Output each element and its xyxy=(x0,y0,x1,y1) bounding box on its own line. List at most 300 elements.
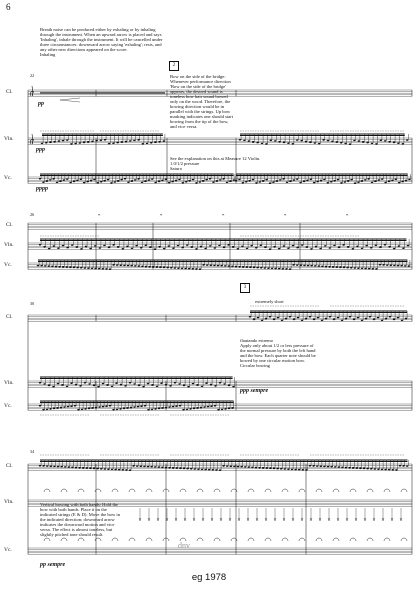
cello-2-notehead xyxy=(256,267,259,269)
instrument-label-cello-2: Vc. xyxy=(4,262,12,268)
cello-2-notehead xyxy=(91,267,94,269)
violin-1b-notehead xyxy=(305,141,308,143)
cello-3-notehead xyxy=(203,406,206,408)
cello-2-notehead xyxy=(332,266,335,268)
clarinet-4-notehead xyxy=(150,466,153,468)
clarinet-3-notehead xyxy=(345,318,348,320)
circular-bow-mark xyxy=(367,489,373,492)
cello-1-notehead xyxy=(100,181,103,183)
cello-1b-notehead xyxy=(259,181,262,183)
cello-2-notehead xyxy=(80,267,83,269)
cello-1b-notehead xyxy=(330,181,333,183)
cello-1-notehead xyxy=(117,180,120,182)
cello-3-notehead xyxy=(67,406,70,408)
violin-1-notehead xyxy=(116,142,119,144)
clarinet-4-notehead xyxy=(374,468,377,470)
violin-1-notehead xyxy=(62,140,65,142)
violin-2-notehead xyxy=(324,245,327,247)
clarinet-4-notehead xyxy=(165,467,168,469)
clarinet-4-notehead xyxy=(82,467,85,469)
violin-1-notehead xyxy=(79,142,82,144)
cello-2-notehead xyxy=(51,265,54,267)
cello-1-notehead xyxy=(192,179,195,181)
cello-1b-notehead xyxy=(272,181,275,183)
cello-1b-notehead xyxy=(316,181,319,183)
clarinet-3-notehead xyxy=(261,319,264,321)
violin-2-notehead xyxy=(163,248,166,250)
violin-1-notehead xyxy=(100,139,103,141)
cello-1-notehead xyxy=(76,179,79,181)
violin-3-notehead xyxy=(75,384,78,386)
violin-2-notehead xyxy=(122,248,125,250)
cello-1b-notehead xyxy=(381,178,384,180)
instrument-label-clarinet-3: Cl. xyxy=(6,314,13,320)
cello-2-notehead xyxy=(404,265,407,267)
violin-2-notehead xyxy=(227,244,230,246)
clarinet-4-notehead xyxy=(114,469,117,471)
clarinet-4-notehead xyxy=(305,469,308,471)
cello-3-notehead xyxy=(109,405,112,407)
cello-2-notehead xyxy=(192,268,195,270)
watermark: dnv xyxy=(178,541,190,550)
violin-1b-notehead xyxy=(278,141,281,143)
violin-3-notehead xyxy=(115,382,118,384)
cello-1-notehead xyxy=(161,179,164,181)
violin-1b-notehead xyxy=(358,140,361,142)
clarinet-4-notehead xyxy=(129,469,132,471)
clarinet-4-notehead xyxy=(226,465,229,467)
circular-bow-mark xyxy=(384,538,390,541)
cello-1b-notehead xyxy=(344,181,347,183)
violin-2-notehead xyxy=(365,245,368,247)
vertical-bowing-note: Vertical bowing with both hands: Hold the bow with both hands. Place it on the indicated strings (E & D). Move the bow in the indicated direction; downward arrow indicates the downward motion and vice versa. The effect is almost toneless, but slightly pitched tone should result. xyxy=(40,502,120,537)
cello-3-notehead xyxy=(105,405,108,407)
dynamic-cello-1: pppp xyxy=(36,186,48,192)
violin-2-notehead xyxy=(214,247,217,249)
violin-3-notehead xyxy=(142,386,145,388)
violin-3-notehead xyxy=(106,384,109,386)
cello-2-notehead xyxy=(310,265,313,267)
cello-2-notehead xyxy=(58,266,61,268)
cello-2-notehead xyxy=(188,268,191,270)
bow-bridge-note: Bow on the side of the bridge: Whenever performance direction 'Bow on the side of the bridge' appears, the desired sound is toneless bow hair sound bowed only on the wood. Therefore, the bowing direction would be in parallel with the strings. Up bow marking indicates one should start bowing from the tip of the bow, and vice versa. xyxy=(170,74,234,129)
cello-2-notehead xyxy=(231,265,234,267)
cello-1-notehead xyxy=(158,181,161,183)
circular-bow-mark xyxy=(129,538,135,541)
clarinet-3-notehead xyxy=(405,318,408,320)
clarinet-4-notehead xyxy=(255,467,258,469)
clarinet-4-notehead xyxy=(222,465,225,467)
cello-1-notehead xyxy=(165,178,168,180)
violin-3-notehead xyxy=(147,383,150,385)
cello-1b-notehead xyxy=(333,180,336,182)
violin-2-notehead xyxy=(186,244,189,246)
violin-1b-notehead xyxy=(393,142,396,144)
clarinet-4-notehead xyxy=(316,465,319,467)
cello-2-notehead xyxy=(195,268,198,270)
cello-2-notehead xyxy=(267,267,270,269)
clarinet-4-notehead xyxy=(39,465,42,467)
cello-3-notehead xyxy=(95,407,98,409)
cello-2-notehead xyxy=(105,268,108,270)
violin-1-notehead xyxy=(137,139,140,141)
circular-bow-mark xyxy=(61,489,67,492)
cello-3-notehead xyxy=(46,408,49,410)
violin-3-notehead xyxy=(48,385,51,387)
cello-1-notehead xyxy=(137,178,140,180)
cello-2-notehead xyxy=(44,265,47,267)
clarinet-4-notehead xyxy=(118,469,121,471)
clarinet-4-notehead xyxy=(172,467,175,469)
violin-2-notehead xyxy=(39,244,42,246)
violin-3-notehead xyxy=(61,384,64,386)
circular-bow-mark xyxy=(401,489,407,492)
violin-1b-notehead xyxy=(349,143,352,145)
violin-3-notehead xyxy=(156,385,159,387)
clarinet-4-notehead xyxy=(125,469,128,471)
cello-2-notehead xyxy=(138,265,141,267)
clarinet-4-notehead xyxy=(258,467,261,469)
cello-3-notehead xyxy=(179,405,182,407)
violin-1-notehead xyxy=(112,142,115,144)
cello-2-notehead xyxy=(264,267,267,269)
violin-1-notehead xyxy=(87,141,90,143)
violin-3-notehead xyxy=(93,385,96,387)
cello-2-notehead xyxy=(321,265,324,267)
circular-bow-mark xyxy=(350,489,356,492)
cello-1b-notehead xyxy=(276,180,279,182)
cello-3-notehead xyxy=(60,407,63,409)
cello-2-notehead xyxy=(109,268,112,270)
fermata-mark: 𝄐 xyxy=(284,212,287,217)
cello-2-notehead xyxy=(242,266,245,268)
clarinet-3-notehead xyxy=(401,319,404,321)
cello-2-notehead xyxy=(303,265,306,267)
instrument-label-clarinet-2: Cl. xyxy=(6,222,13,228)
cello-3-notehead xyxy=(112,409,115,411)
violin-2-notehead xyxy=(352,248,355,250)
cello-1-notehead xyxy=(226,181,229,183)
fermata-mark: 𝄐 xyxy=(98,212,101,217)
clarinet-4-notehead xyxy=(208,469,211,471)
circular-bow-mark xyxy=(197,489,203,492)
cello-1-notehead xyxy=(182,182,185,184)
violin-2-notehead xyxy=(99,247,102,249)
violin-2-notehead xyxy=(53,245,56,247)
violin-2-notehead xyxy=(223,247,226,249)
clarinet-4-notehead xyxy=(71,466,74,468)
circular-bow-mark xyxy=(333,489,339,492)
violin-2-notehead xyxy=(209,245,212,247)
violin-2-notehead xyxy=(384,244,387,246)
cello-3-notehead xyxy=(126,407,129,409)
violin-2-notehead xyxy=(273,246,276,248)
clarinet-4-notehead xyxy=(377,468,380,470)
violin-2-notehead xyxy=(292,245,295,247)
clarinet-3-notehead xyxy=(325,318,328,320)
clarinet-4-notehead xyxy=(215,469,218,471)
circular-bow-mark xyxy=(384,489,390,492)
violin-1-notehead xyxy=(104,139,107,141)
cello-1b-notehead xyxy=(384,182,387,184)
violin-2-notehead xyxy=(388,246,391,248)
clarinet-4-notehead xyxy=(86,467,89,469)
violin-1b-notehead xyxy=(397,142,400,144)
pressure-note: See the explanation on this at Measure 12 Violin. 1.0/1/2 pressure Saturo xyxy=(170,156,261,171)
cello-1b-notehead xyxy=(395,178,398,180)
cello-1-notehead xyxy=(49,179,52,181)
violin-3-notehead xyxy=(219,382,222,384)
cello-1-notehead xyxy=(168,182,171,184)
violin-2-notehead xyxy=(361,247,364,249)
clarinet-4-notehead xyxy=(381,468,384,470)
violin-2-notehead xyxy=(80,248,83,250)
violin-1b-notehead xyxy=(287,142,290,144)
cello-1b-notehead xyxy=(350,179,353,181)
clarinet-4-notehead xyxy=(42,465,45,467)
clarinet-3-notehead xyxy=(297,317,300,319)
clarinet-4-notehead xyxy=(57,466,60,468)
violin-1b-notehead xyxy=(331,140,334,142)
breath-noise-note: Breath noise can be produced either by exhaling or by inhaling through the instrument. When an upward arrow is placed and says 'Inhaling', inhale through the instrument. It will be cancelled under three circumstances: downward arrow saying 'exhaling'; rests, and any other new directions appeared on the score. Inhaling xyxy=(40,27,163,57)
violin-1b-notehead xyxy=(283,142,286,144)
violin-2-notehead xyxy=(329,247,332,249)
clarinet-3-notehead xyxy=(333,319,336,321)
cello-1-notehead xyxy=(219,179,222,181)
cello-1-notehead xyxy=(185,181,188,183)
cello-3-notehead xyxy=(200,407,203,409)
cello-1b-notehead xyxy=(371,181,374,183)
cello-3-notehead xyxy=(63,406,66,408)
circular-bow-mark xyxy=(350,538,356,541)
cello-2-notehead xyxy=(84,267,87,269)
cello-1b-notehead xyxy=(255,182,258,184)
clarinet-3-notehead xyxy=(381,319,384,321)
clarinet-4-notehead xyxy=(345,467,348,469)
violin-1b-notehead xyxy=(296,139,299,141)
clarinet-4-notehead xyxy=(190,468,193,470)
violin-1b-notehead xyxy=(336,141,339,143)
violin-2-notehead xyxy=(398,245,401,247)
cello-2-notehead xyxy=(112,264,115,266)
cello-3-notehead xyxy=(130,407,133,409)
cello-1b-notehead xyxy=(310,178,313,180)
cello-2-notehead xyxy=(166,267,169,269)
cello-2-notehead xyxy=(152,266,155,268)
violin-1-notehead xyxy=(121,141,124,143)
violin-1-notehead xyxy=(66,139,69,141)
cello-2-notehead xyxy=(62,266,64,268)
violin-2-notehead xyxy=(315,246,318,248)
cello-1b-notehead xyxy=(398,182,401,184)
clarinet-3-notehead xyxy=(353,319,356,321)
cello-2-notehead xyxy=(134,265,137,267)
violin-1-notehead xyxy=(74,143,77,145)
violin-1b-notehead xyxy=(318,143,321,145)
cello-2-notehead xyxy=(202,264,205,266)
cello-1-notehead xyxy=(103,180,106,182)
cello-1-notehead xyxy=(188,180,191,182)
cello-1b-notehead xyxy=(265,179,268,181)
cello-2-notehead xyxy=(224,265,227,267)
rehearsal-mark-2: 2 xyxy=(169,61,179,71)
cello-2-notehead xyxy=(285,268,288,270)
violin-3-notehead xyxy=(97,386,100,388)
violin-2-notehead xyxy=(195,248,198,250)
cello-3-notehead xyxy=(42,409,45,411)
violin-3-notehead xyxy=(183,385,186,387)
cello-1-notehead xyxy=(107,179,110,181)
cello-1-notehead xyxy=(195,182,198,184)
violin-2-notehead xyxy=(287,247,290,249)
cello-1b-notehead xyxy=(374,180,377,182)
page-number: 6 xyxy=(6,2,11,12)
violin-1b-notehead xyxy=(375,143,378,145)
circular-bow-mark xyxy=(401,538,407,541)
cello-1-notehead xyxy=(66,178,69,180)
cello-3-notehead xyxy=(137,406,140,408)
cello-3-notehead xyxy=(228,408,231,410)
cello-3-notehead xyxy=(221,408,224,410)
cello-2-notehead xyxy=(397,265,400,267)
violin-2-notehead xyxy=(250,245,253,247)
clarinet-4-notehead xyxy=(392,469,395,471)
cello-1b-notehead xyxy=(238,179,241,181)
clarinet-3-notehead xyxy=(349,316,352,318)
cello-2-notehead xyxy=(98,268,101,270)
clarinet-3-notehead xyxy=(329,316,332,318)
violin-2-notehead xyxy=(260,244,263,246)
circular-bow-mark xyxy=(78,538,84,541)
clarinet-4-notehead xyxy=(147,466,150,468)
cello-2-notehead xyxy=(127,265,130,267)
clarinet-4-notehead xyxy=(251,466,254,468)
clarinet-4-notehead xyxy=(122,469,125,471)
clarinet-3-notehead xyxy=(365,318,368,320)
cello-3-notehead xyxy=(231,407,234,409)
cello-3-notehead xyxy=(77,409,80,411)
cello-1-notehead xyxy=(42,181,45,183)
cello-3-notehead xyxy=(158,408,161,410)
violin-1-notehead xyxy=(154,141,157,143)
violin-1-notehead xyxy=(83,142,86,144)
clarinet-4-notehead xyxy=(399,465,402,467)
clarinet-4-notehead xyxy=(154,466,157,468)
cello-1-notehead xyxy=(144,180,147,182)
cello-1-notehead xyxy=(175,180,178,182)
violin-2-notehead xyxy=(158,246,161,248)
clarinet-4-notehead xyxy=(89,467,92,469)
circular-bow-mark xyxy=(265,489,271,492)
violin-1b-notehead xyxy=(402,143,405,145)
cello-3-notehead xyxy=(84,408,87,410)
violin-1-notehead xyxy=(49,141,52,143)
violin-1-notehead xyxy=(125,141,128,143)
cello-1-notehead xyxy=(52,178,55,180)
cello-1-notehead xyxy=(63,179,66,181)
cello-3-notehead xyxy=(70,405,73,407)
clarinet-4-notehead xyxy=(338,466,341,468)
cello-3-notehead xyxy=(196,407,199,409)
clarinet-3-notehead xyxy=(269,316,272,318)
clarinet-3-notehead xyxy=(385,318,388,320)
cello-3-notehead xyxy=(172,406,175,408)
cello-2-notehead xyxy=(163,267,166,269)
cello-2-notehead xyxy=(339,266,342,268)
cello-2-notehead xyxy=(66,266,69,268)
measure-number-34: 34 xyxy=(30,449,35,454)
violin-2-notehead xyxy=(241,245,244,247)
clarinet-4-notehead xyxy=(53,466,56,468)
cello-1-notehead xyxy=(148,179,151,181)
cello-2-notehead xyxy=(386,264,389,266)
cello-1-notehead xyxy=(209,178,212,180)
cello-1b-notehead xyxy=(289,180,292,182)
violin-1b-notehead xyxy=(261,142,264,144)
clarinet-3-notehead xyxy=(273,319,276,321)
clarinet-4-notehead xyxy=(348,467,351,469)
violin-2-notehead xyxy=(108,247,111,249)
clarinet-4-notehead xyxy=(64,466,67,468)
cello-2-notehead xyxy=(289,268,292,270)
violin-1-notehead xyxy=(108,143,111,145)
violin-2-notehead xyxy=(200,246,203,248)
cello-1-notehead xyxy=(178,179,181,181)
violin-1-notehead xyxy=(41,142,44,144)
clarinet-4-notehead xyxy=(158,466,161,468)
cello-3-notehead xyxy=(49,408,52,410)
violin-3-notehead xyxy=(124,385,127,387)
cello-1-notehead xyxy=(83,182,86,184)
cello-1b-notehead xyxy=(347,180,350,182)
violin-1b-notehead xyxy=(292,143,295,145)
cello-1-notehead xyxy=(216,180,219,182)
violin-2-notehead xyxy=(310,248,313,250)
violin-1b-notehead xyxy=(380,139,383,141)
clarinet-4-notehead xyxy=(194,468,197,470)
violin-1b-notehead xyxy=(243,140,246,142)
violin-2-notehead xyxy=(296,247,299,249)
cello-2-notehead xyxy=(393,265,396,267)
clarinet-4-notehead xyxy=(237,466,240,468)
violin-1-notehead xyxy=(91,140,94,142)
clarinet-4-notehead xyxy=(280,468,283,470)
clarinet-4-notehead xyxy=(212,469,215,471)
cello-3-notehead xyxy=(154,408,157,410)
clarinet-4-notehead xyxy=(50,465,53,467)
violin-2-notehead xyxy=(342,244,345,246)
cello-1-notehead xyxy=(233,179,236,181)
cello-1-notehead xyxy=(69,182,72,184)
cello-3-notehead xyxy=(133,406,136,408)
cello-3-notehead xyxy=(193,408,196,410)
violin-1-notehead xyxy=(142,143,145,145)
instrument-label-clarinet-1: Cl. xyxy=(6,89,13,95)
violin-1b-notehead xyxy=(366,142,369,144)
dynamic-sempre-3: ppp sempre xyxy=(240,388,269,394)
cello-2-notehead xyxy=(292,264,295,266)
cello-2-notehead xyxy=(400,265,403,267)
clarinet-3-notehead xyxy=(293,319,296,321)
violin-3-notehead xyxy=(88,383,91,385)
clarinet-3-notehead xyxy=(393,319,396,321)
clarinet-4-notehead xyxy=(356,467,359,469)
violin-1b-notehead xyxy=(252,141,255,143)
violin-1b-notehead xyxy=(371,142,374,144)
cello-1b-notehead xyxy=(279,179,282,181)
clarinet-4-notehead xyxy=(179,467,182,469)
cello-2-notehead xyxy=(325,266,328,268)
